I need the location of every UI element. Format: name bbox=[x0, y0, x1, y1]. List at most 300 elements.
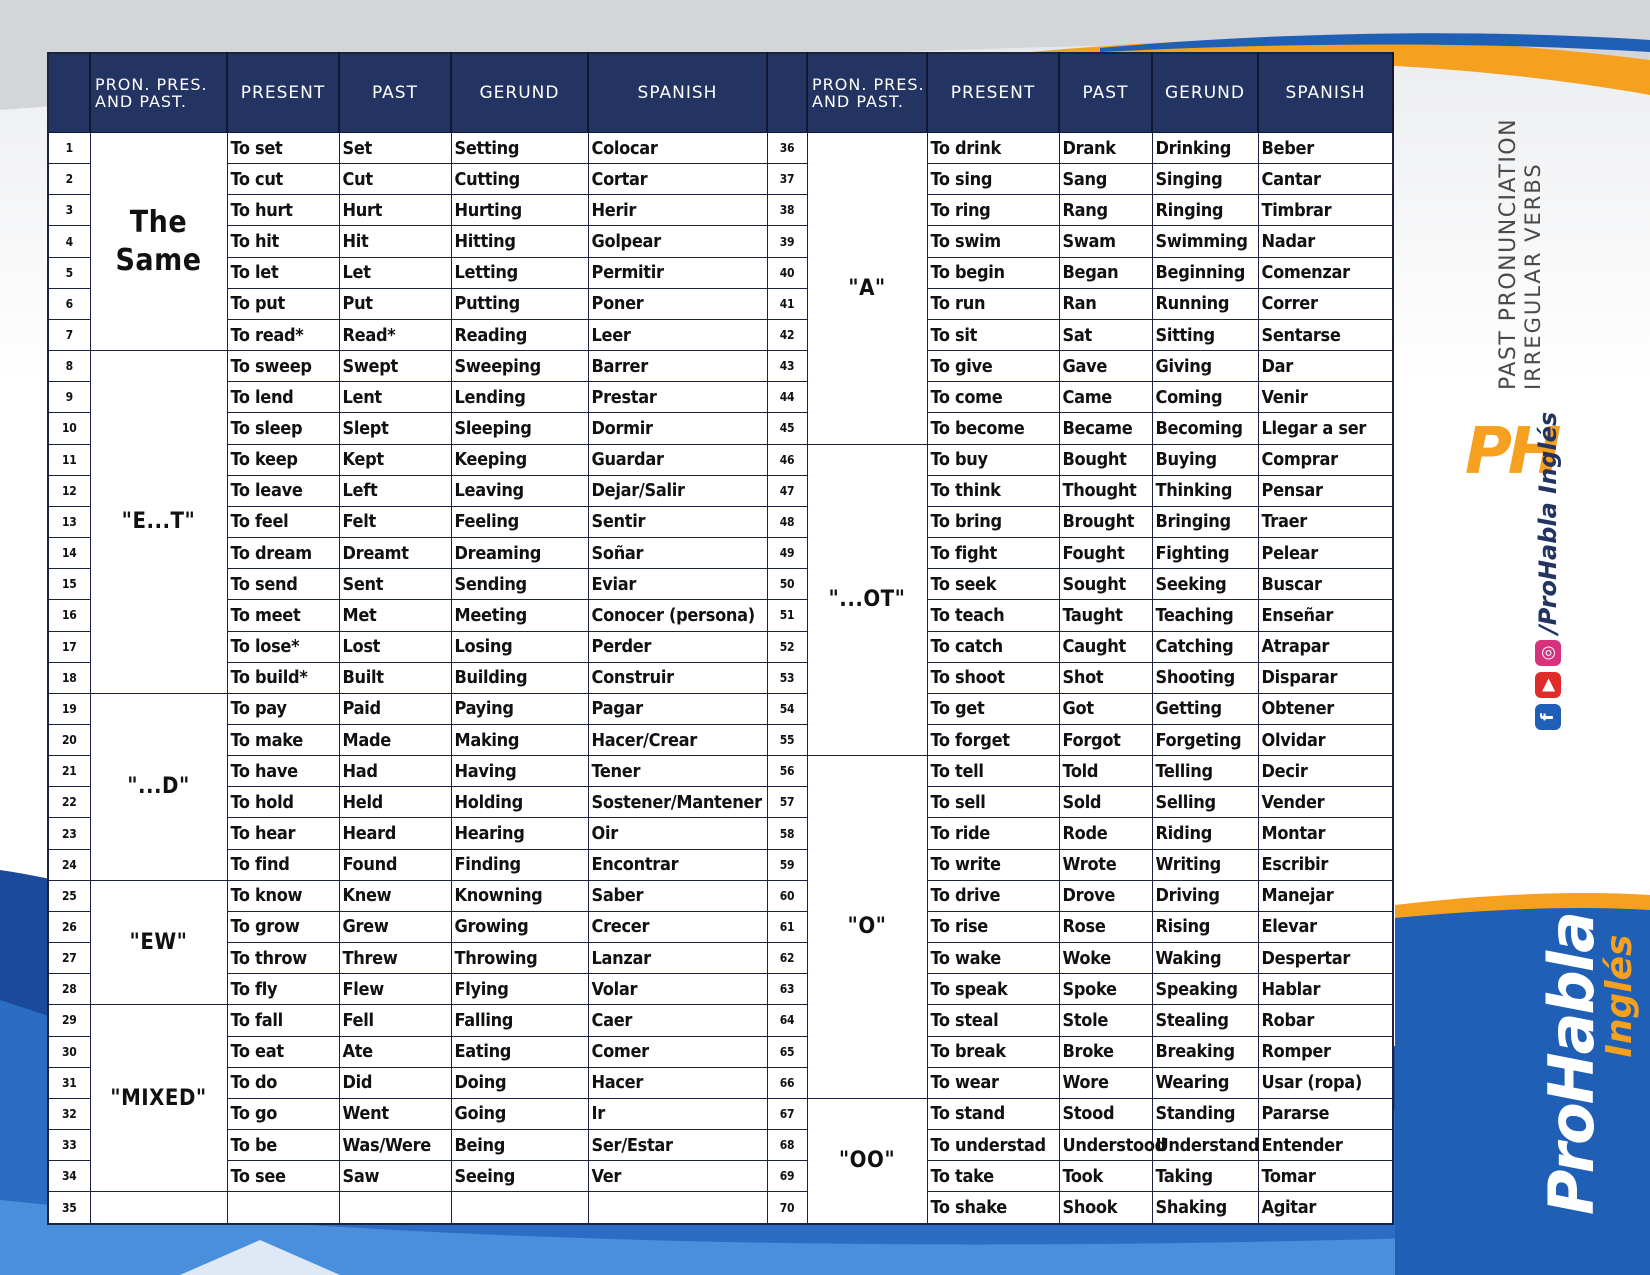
row-number: 60 bbox=[767, 880, 807, 911]
verb-gerund: Building bbox=[451, 662, 588, 693]
verb-present: To make bbox=[227, 724, 339, 755]
verb-present: To sleep bbox=[227, 413, 339, 444]
verb-spanish: Sentarse bbox=[1258, 319, 1393, 350]
verb-past: Left bbox=[339, 475, 451, 506]
verb-gerund: Reading bbox=[451, 319, 588, 350]
verb-present: To give bbox=[927, 351, 1059, 382]
table-row bbox=[48, 319, 1393, 350]
verb-spanish: Entender bbox=[1258, 1130, 1393, 1161]
verb-past: Hit bbox=[339, 226, 451, 257]
verb-past: Thought bbox=[1059, 475, 1152, 506]
verb-gerund: Eating bbox=[451, 1036, 588, 1067]
verb-past: Found bbox=[339, 849, 451, 880]
verb-spanish: Leer bbox=[588, 319, 767, 350]
verb-gerund: Seeing bbox=[451, 1161, 588, 1192]
verb-past: Came bbox=[1059, 382, 1152, 413]
verb-present: To keep bbox=[227, 444, 339, 475]
verb-present: To take bbox=[927, 1161, 1059, 1192]
table-row bbox=[48, 506, 1393, 537]
verb-past: Did bbox=[339, 1067, 451, 1098]
verb-gerund: Riding bbox=[1152, 818, 1258, 849]
verb-present bbox=[227, 1192, 339, 1224]
verb-spanish: Olvidar bbox=[1258, 724, 1393, 755]
verb-present: To begin bbox=[927, 257, 1059, 288]
verb-spanish: Manejar bbox=[1258, 880, 1393, 911]
verb-present: To set bbox=[227, 133, 339, 164]
verb-spanish: Nadar bbox=[1258, 226, 1393, 257]
verb-spanish: Hablar bbox=[1258, 974, 1393, 1005]
sidebar-title bbox=[1497, 118, 1545, 390]
table-row bbox=[48, 1036, 1393, 1067]
verb-spanish: Comenzar bbox=[1258, 257, 1393, 288]
verb-spanish: Hacer bbox=[588, 1067, 767, 1098]
verb-present: To sweep bbox=[227, 351, 339, 382]
verb-present: To come bbox=[927, 382, 1059, 413]
brand-main: ProHabla bbox=[1535, 913, 1608, 1215]
verb-past: Sold bbox=[1059, 787, 1152, 818]
verb-past: Sang bbox=[1059, 164, 1152, 195]
table-row bbox=[48, 538, 1393, 569]
verb-past: Shot bbox=[1059, 662, 1152, 693]
verb-past: Hurt bbox=[339, 195, 451, 226]
verb-spanish: Enseñar bbox=[1258, 600, 1393, 631]
verb-present: To swim bbox=[927, 226, 1059, 257]
verb-present: To hold bbox=[227, 787, 339, 818]
row-number: 45 bbox=[767, 413, 807, 444]
verb-spanish: Guardar bbox=[588, 444, 767, 475]
verb-present: To become bbox=[927, 413, 1059, 444]
verb-gerund: Driving bbox=[1152, 880, 1258, 911]
verb-past: Brought bbox=[1059, 506, 1152, 537]
verb-present: To sing bbox=[927, 164, 1059, 195]
row-number: 55 bbox=[767, 724, 807, 755]
verb-spanish: Lanzar bbox=[588, 943, 767, 974]
verb-present: To speak bbox=[927, 974, 1059, 1005]
verb-present: To put bbox=[227, 288, 339, 319]
verb-spanish: Sentir bbox=[588, 506, 767, 537]
row-number: 7 bbox=[48, 319, 90, 350]
pronunciation-group: "E...T" bbox=[90, 351, 227, 694]
verb-past: Slept bbox=[339, 413, 451, 444]
table-row bbox=[48, 911, 1393, 942]
row-number: 3 bbox=[48, 195, 90, 226]
verb-present: To pay bbox=[227, 693, 339, 724]
row-number: 18 bbox=[48, 662, 90, 693]
verb-spanish: Sostener/Mantener bbox=[588, 787, 767, 818]
verb-past: Lost bbox=[339, 631, 451, 662]
verb-spanish: Prestar bbox=[588, 382, 767, 413]
verb-present: To understad bbox=[927, 1130, 1059, 1161]
header-spanish-right: SPANISH bbox=[1258, 53, 1393, 133]
row-number: 33 bbox=[48, 1130, 90, 1161]
header-present-left: PRESENT bbox=[227, 53, 339, 133]
table-row bbox=[48, 288, 1393, 319]
verb-past: Wrote bbox=[1059, 849, 1152, 880]
verb-gerund: Putting bbox=[451, 288, 588, 319]
verb-gerund: Shooting bbox=[1152, 662, 1258, 693]
row-number: 52 bbox=[767, 631, 807, 662]
row-number: 57 bbox=[767, 787, 807, 818]
verb-gerund: Going bbox=[451, 1098, 588, 1129]
verb-gerund: Selling bbox=[1152, 787, 1258, 818]
table-row bbox=[48, 1192, 1393, 1224]
verb-gerund: Flying bbox=[451, 974, 588, 1005]
verb-gerund: Sweeping bbox=[451, 351, 588, 382]
table-row bbox=[48, 444, 1393, 475]
verb-past: Gave bbox=[1059, 351, 1152, 382]
header-past-left: PAST bbox=[339, 53, 451, 133]
verb-spanish: Soñar bbox=[588, 538, 767, 569]
verb-spanish: Romper bbox=[1258, 1036, 1393, 1067]
verb-spanish: Obtener bbox=[1258, 693, 1393, 724]
header-row bbox=[48, 53, 1393, 133]
row-number: 46 bbox=[767, 444, 807, 475]
verb-gerund: Speaking bbox=[1152, 974, 1258, 1005]
verb-present: To know bbox=[227, 880, 339, 911]
row-number: 56 bbox=[767, 756, 807, 787]
row-number: 35 bbox=[48, 1192, 90, 1224]
verb-present: To hear bbox=[227, 818, 339, 849]
verb-spanish: Traer bbox=[1258, 506, 1393, 537]
row-number: 27 bbox=[48, 943, 90, 974]
verb-present: To see bbox=[227, 1161, 339, 1192]
row-number: 69 bbox=[767, 1161, 807, 1192]
verb-present: To drive bbox=[927, 880, 1059, 911]
verb-past: Forgot bbox=[1059, 724, 1152, 755]
verb-past: Let bbox=[339, 257, 451, 288]
verb-gerund: Buying bbox=[1152, 444, 1258, 475]
verb-gerund: Losing bbox=[451, 631, 588, 662]
verb-gerund: Sleeping bbox=[451, 413, 588, 444]
verb-past: Sought bbox=[1059, 569, 1152, 600]
verb-present: To read* bbox=[227, 319, 339, 350]
verb-spanish: Disparar bbox=[1258, 662, 1393, 693]
verb-gerund: Breaking bbox=[1152, 1036, 1258, 1067]
table-row bbox=[48, 1005, 1393, 1036]
header-present-right: PRESENT bbox=[927, 53, 1059, 133]
verb-past: Paid bbox=[339, 693, 451, 724]
table-row bbox=[48, 600, 1393, 631]
verb-past: Swept bbox=[339, 351, 451, 382]
verb-spanish: Decir bbox=[1258, 756, 1393, 787]
verb-gerund: Growing bbox=[451, 911, 588, 942]
sidebar-title-line2: IRREGULAR VERBS bbox=[1521, 162, 1545, 390]
verb-past: Lent bbox=[339, 382, 451, 413]
verb-spanish: Herir bbox=[588, 195, 767, 226]
verb-present: To shake bbox=[927, 1192, 1059, 1224]
row-number: 53 bbox=[767, 662, 807, 693]
verb-spanish: Tener bbox=[588, 756, 767, 787]
verb-spanish: Caer bbox=[588, 1005, 767, 1036]
verb-past: Stood bbox=[1059, 1098, 1152, 1129]
verb-present: To feel bbox=[227, 506, 339, 537]
pronunciation-group: "A" bbox=[807, 133, 927, 445]
pronunciation-group: "MIXED" bbox=[90, 1005, 227, 1192]
row-number: 31 bbox=[48, 1067, 90, 1098]
youtube-icon: ▶ bbox=[1535, 672, 1561, 698]
verb-past: Cut bbox=[339, 164, 451, 195]
instagram-icon: ◎ bbox=[1535, 640, 1561, 666]
verb-spanish: Dejar/Salir bbox=[588, 475, 767, 506]
verb-spanish: Crecer bbox=[588, 911, 767, 942]
pronunciation-group: "OO" bbox=[807, 1098, 927, 1224]
pronunciation-group: "...OT" bbox=[807, 444, 927, 756]
row-number: 25 bbox=[48, 880, 90, 911]
verb-gerund: Holding bbox=[451, 787, 588, 818]
row-number: 5 bbox=[48, 257, 90, 288]
table-row bbox=[48, 195, 1393, 226]
row-number: 64 bbox=[767, 1005, 807, 1036]
verb-spanish: Llegar a ser bbox=[1258, 413, 1393, 444]
verb-past bbox=[339, 1192, 451, 1224]
row-number: 34 bbox=[48, 1161, 90, 1192]
verb-gerund: Hurting bbox=[451, 195, 588, 226]
verb-spanish: Oir bbox=[588, 818, 767, 849]
verb-past: Swam bbox=[1059, 226, 1152, 257]
verb-spanish: Pelear bbox=[1258, 538, 1393, 569]
verb-gerund: Standing bbox=[1152, 1098, 1258, 1129]
verb-present: To meet bbox=[227, 600, 339, 631]
verb-past: Took bbox=[1059, 1161, 1152, 1192]
verb-spanish: Cantar bbox=[1258, 164, 1393, 195]
verb-present: To steal bbox=[927, 1005, 1059, 1036]
verb-present: To teach bbox=[927, 600, 1059, 631]
verb-past: Held bbox=[339, 787, 451, 818]
row-number: 37 bbox=[767, 164, 807, 195]
table-row bbox=[48, 943, 1393, 974]
verb-present: To go bbox=[227, 1098, 339, 1129]
row-number: 12 bbox=[48, 475, 90, 506]
verb-spanish: Volar bbox=[588, 974, 767, 1005]
table-row bbox=[48, 257, 1393, 288]
verb-present: To sell bbox=[927, 787, 1059, 818]
row-number: 23 bbox=[48, 818, 90, 849]
table-row bbox=[48, 880, 1393, 911]
verb-past: Drove bbox=[1059, 880, 1152, 911]
ph-logo: PH bbox=[1465, 415, 1558, 489]
verb-past: Taught bbox=[1059, 600, 1152, 631]
row-number: 14 bbox=[48, 538, 90, 569]
row-number: 65 bbox=[767, 1036, 807, 1067]
table-row bbox=[48, 724, 1393, 755]
verb-gerund: Waking bbox=[1152, 943, 1258, 974]
table-row bbox=[48, 1130, 1393, 1161]
verb-present: To fight bbox=[927, 538, 1059, 569]
verb-gerund: Hitting bbox=[451, 226, 588, 257]
verb-present: To throw bbox=[227, 943, 339, 974]
verb-gerund: Meeting bbox=[451, 600, 588, 631]
row-number: 13 bbox=[48, 506, 90, 537]
verb-present: To think bbox=[927, 475, 1059, 506]
row-number: 67 bbox=[767, 1098, 807, 1129]
verb-past: Threw bbox=[339, 943, 451, 974]
verb-spanish: Despertar bbox=[1258, 943, 1393, 974]
verb-past: Met bbox=[339, 600, 451, 631]
row-number: 10 bbox=[48, 413, 90, 444]
header-pron-left: PRON. PRES. AND PAST. bbox=[90, 53, 227, 133]
pronunciation-group: The Same bbox=[90, 133, 227, 351]
row-number: 58 bbox=[767, 818, 807, 849]
verb-gerund: Throwing bbox=[451, 943, 588, 974]
row-number: 62 bbox=[767, 943, 807, 974]
verb-spanish: Conocer (persona) bbox=[588, 600, 767, 631]
verb-spanish: Pagar bbox=[588, 693, 767, 724]
verb-present: To do bbox=[227, 1067, 339, 1098]
verb-gerund: Forgeting bbox=[1152, 724, 1258, 755]
table-row bbox=[48, 164, 1393, 195]
row-number: 59 bbox=[767, 849, 807, 880]
verb-spanish: Timbrar bbox=[1258, 195, 1393, 226]
verb-gerund: Coming bbox=[1152, 382, 1258, 413]
pronunciation-group: "O" bbox=[807, 756, 927, 1099]
verb-gerund: Taking bbox=[1152, 1161, 1258, 1192]
verb-past: Flew bbox=[339, 974, 451, 1005]
row-number: 43 bbox=[767, 351, 807, 382]
verb-spanish: Atrapar bbox=[1258, 631, 1393, 662]
row-number: 24 bbox=[48, 849, 90, 880]
verb-past: Was/Were bbox=[339, 1130, 451, 1161]
verb-gerund: Letting bbox=[451, 257, 588, 288]
verb-present: To have bbox=[227, 756, 339, 787]
verb-gerund: Wearing bbox=[1152, 1067, 1258, 1098]
verb-present: To build* bbox=[227, 662, 339, 693]
verb-spanish: Hacer/Crear bbox=[588, 724, 767, 755]
row-number: 40 bbox=[767, 257, 807, 288]
verb-spanish: Perder bbox=[588, 631, 767, 662]
verb-past: Rose bbox=[1059, 911, 1152, 942]
verb-present: To fly bbox=[227, 974, 339, 1005]
verb-spanish: Agitar bbox=[1258, 1192, 1393, 1224]
verb-spanish: Colocar bbox=[588, 133, 767, 164]
table-row bbox=[48, 1067, 1393, 1098]
verb-past: Caught bbox=[1059, 631, 1152, 662]
verb-spanish: Ir bbox=[588, 1098, 767, 1129]
verb-past: Wore bbox=[1059, 1067, 1152, 1098]
verb-spanish: Correr bbox=[1258, 288, 1393, 319]
facebook-icon: f bbox=[1535, 704, 1561, 730]
verb-gerund: Running bbox=[1152, 288, 1258, 319]
verb-past: Broke bbox=[1059, 1036, 1152, 1067]
row-number: 15 bbox=[48, 569, 90, 600]
verb-past: Drank bbox=[1059, 133, 1152, 164]
irregular-verbs-table bbox=[47, 52, 1394, 1225]
sidebar-title-line1: PAST PRONUNCIATION bbox=[1496, 117, 1521, 390]
verb-present: To tell bbox=[927, 756, 1059, 787]
verb-gerund: Getting bbox=[1152, 693, 1258, 724]
pronunciation-group bbox=[90, 1192, 227, 1224]
row-number: 50 bbox=[767, 569, 807, 600]
verb-spanish: Robar bbox=[1258, 1005, 1393, 1036]
row-number: 19 bbox=[48, 693, 90, 724]
verb-present: To hit bbox=[227, 226, 339, 257]
verb-gerund: Ringing bbox=[1152, 195, 1258, 226]
table-row bbox=[48, 849, 1393, 880]
row-number: 21 bbox=[48, 756, 90, 787]
verb-past: Got bbox=[1059, 693, 1152, 724]
pronunciation-group: "...D" bbox=[90, 693, 227, 880]
verb-past: Fought bbox=[1059, 538, 1152, 569]
verb-spanish: Dar bbox=[1258, 351, 1393, 382]
verb-gerund: Stealing bbox=[1152, 1005, 1258, 1036]
verb-present: To hurt bbox=[227, 195, 339, 226]
row-number: 42 bbox=[767, 319, 807, 350]
verb-past: Dreamt bbox=[339, 538, 451, 569]
verb-gerund: Dreaming bbox=[451, 538, 588, 569]
table-row bbox=[48, 351, 1393, 382]
verb-spanish: Golpear bbox=[588, 226, 767, 257]
verb-past: Spoke bbox=[1059, 974, 1152, 1005]
row-number: 63 bbox=[767, 974, 807, 1005]
header-gerund-left: GERUND bbox=[451, 53, 588, 133]
verb-spanish: Permitir bbox=[588, 257, 767, 288]
table-body bbox=[48, 133, 1393, 1225]
verb-past: Stole bbox=[1059, 1005, 1152, 1036]
verb-past: Heard bbox=[339, 818, 451, 849]
verb-present: To drink bbox=[927, 133, 1059, 164]
verb-present: To buy bbox=[927, 444, 1059, 475]
verb-gerund: Having bbox=[451, 756, 588, 787]
row-number: 1 bbox=[48, 133, 90, 164]
verb-past: Kept bbox=[339, 444, 451, 475]
verb-spanish: Poner bbox=[588, 288, 767, 319]
verb-gerund: Writing bbox=[1152, 849, 1258, 880]
verb-present: To leave bbox=[227, 475, 339, 506]
verb-present: To rise bbox=[927, 911, 1059, 942]
verb-present: To write bbox=[927, 849, 1059, 880]
verb-present: To grow bbox=[227, 911, 339, 942]
verb-present: To find bbox=[227, 849, 339, 880]
verb-spanish bbox=[588, 1192, 767, 1224]
verb-past: Knew bbox=[339, 880, 451, 911]
verb-spanish: Comer bbox=[588, 1036, 767, 1067]
verb-present: To eat bbox=[227, 1036, 339, 1067]
verb-gerund: Feeling bbox=[451, 506, 588, 537]
row-number: 70 bbox=[767, 1192, 807, 1224]
verb-gerund: Swimming bbox=[1152, 226, 1258, 257]
verb-gerund: Finding bbox=[451, 849, 588, 880]
brand-logo bbox=[1535, 785, 1640, 1215]
table-row bbox=[48, 974, 1393, 1005]
row-number: 48 bbox=[767, 506, 807, 537]
verb-past: Bought bbox=[1059, 444, 1152, 475]
verb-present: To dream bbox=[227, 538, 339, 569]
row-number: 61 bbox=[767, 911, 807, 942]
header-number-right bbox=[767, 53, 807, 133]
verb-spanish: Barrer bbox=[588, 351, 767, 382]
verb-present: To shoot bbox=[927, 662, 1059, 693]
verb-gerund: Lending bbox=[451, 382, 588, 413]
verb-gerund: Beginning bbox=[1152, 257, 1258, 288]
row-number: 9 bbox=[48, 382, 90, 413]
verb-gerund bbox=[451, 1192, 588, 1224]
row-number: 54 bbox=[767, 693, 807, 724]
verb-present: To seek bbox=[927, 569, 1059, 600]
verb-present: To bring bbox=[927, 506, 1059, 537]
verb-gerund: Sitting bbox=[1152, 319, 1258, 350]
verb-spanish: Tomar bbox=[1258, 1161, 1393, 1192]
row-number: 20 bbox=[48, 724, 90, 755]
row-number: 17 bbox=[48, 631, 90, 662]
verb-present: To fall bbox=[227, 1005, 339, 1036]
social-handle-text: /ProHabla Inglés bbox=[1534, 411, 1562, 634]
verb-gerund: Being bbox=[451, 1130, 588, 1161]
row-number: 29 bbox=[48, 1005, 90, 1036]
verb-spanish: Venir bbox=[1258, 382, 1393, 413]
verb-gerund: Leaving bbox=[451, 475, 588, 506]
row-number: 36 bbox=[767, 133, 807, 164]
verb-past: Began bbox=[1059, 257, 1152, 288]
verb-gerund: Cutting bbox=[451, 164, 588, 195]
